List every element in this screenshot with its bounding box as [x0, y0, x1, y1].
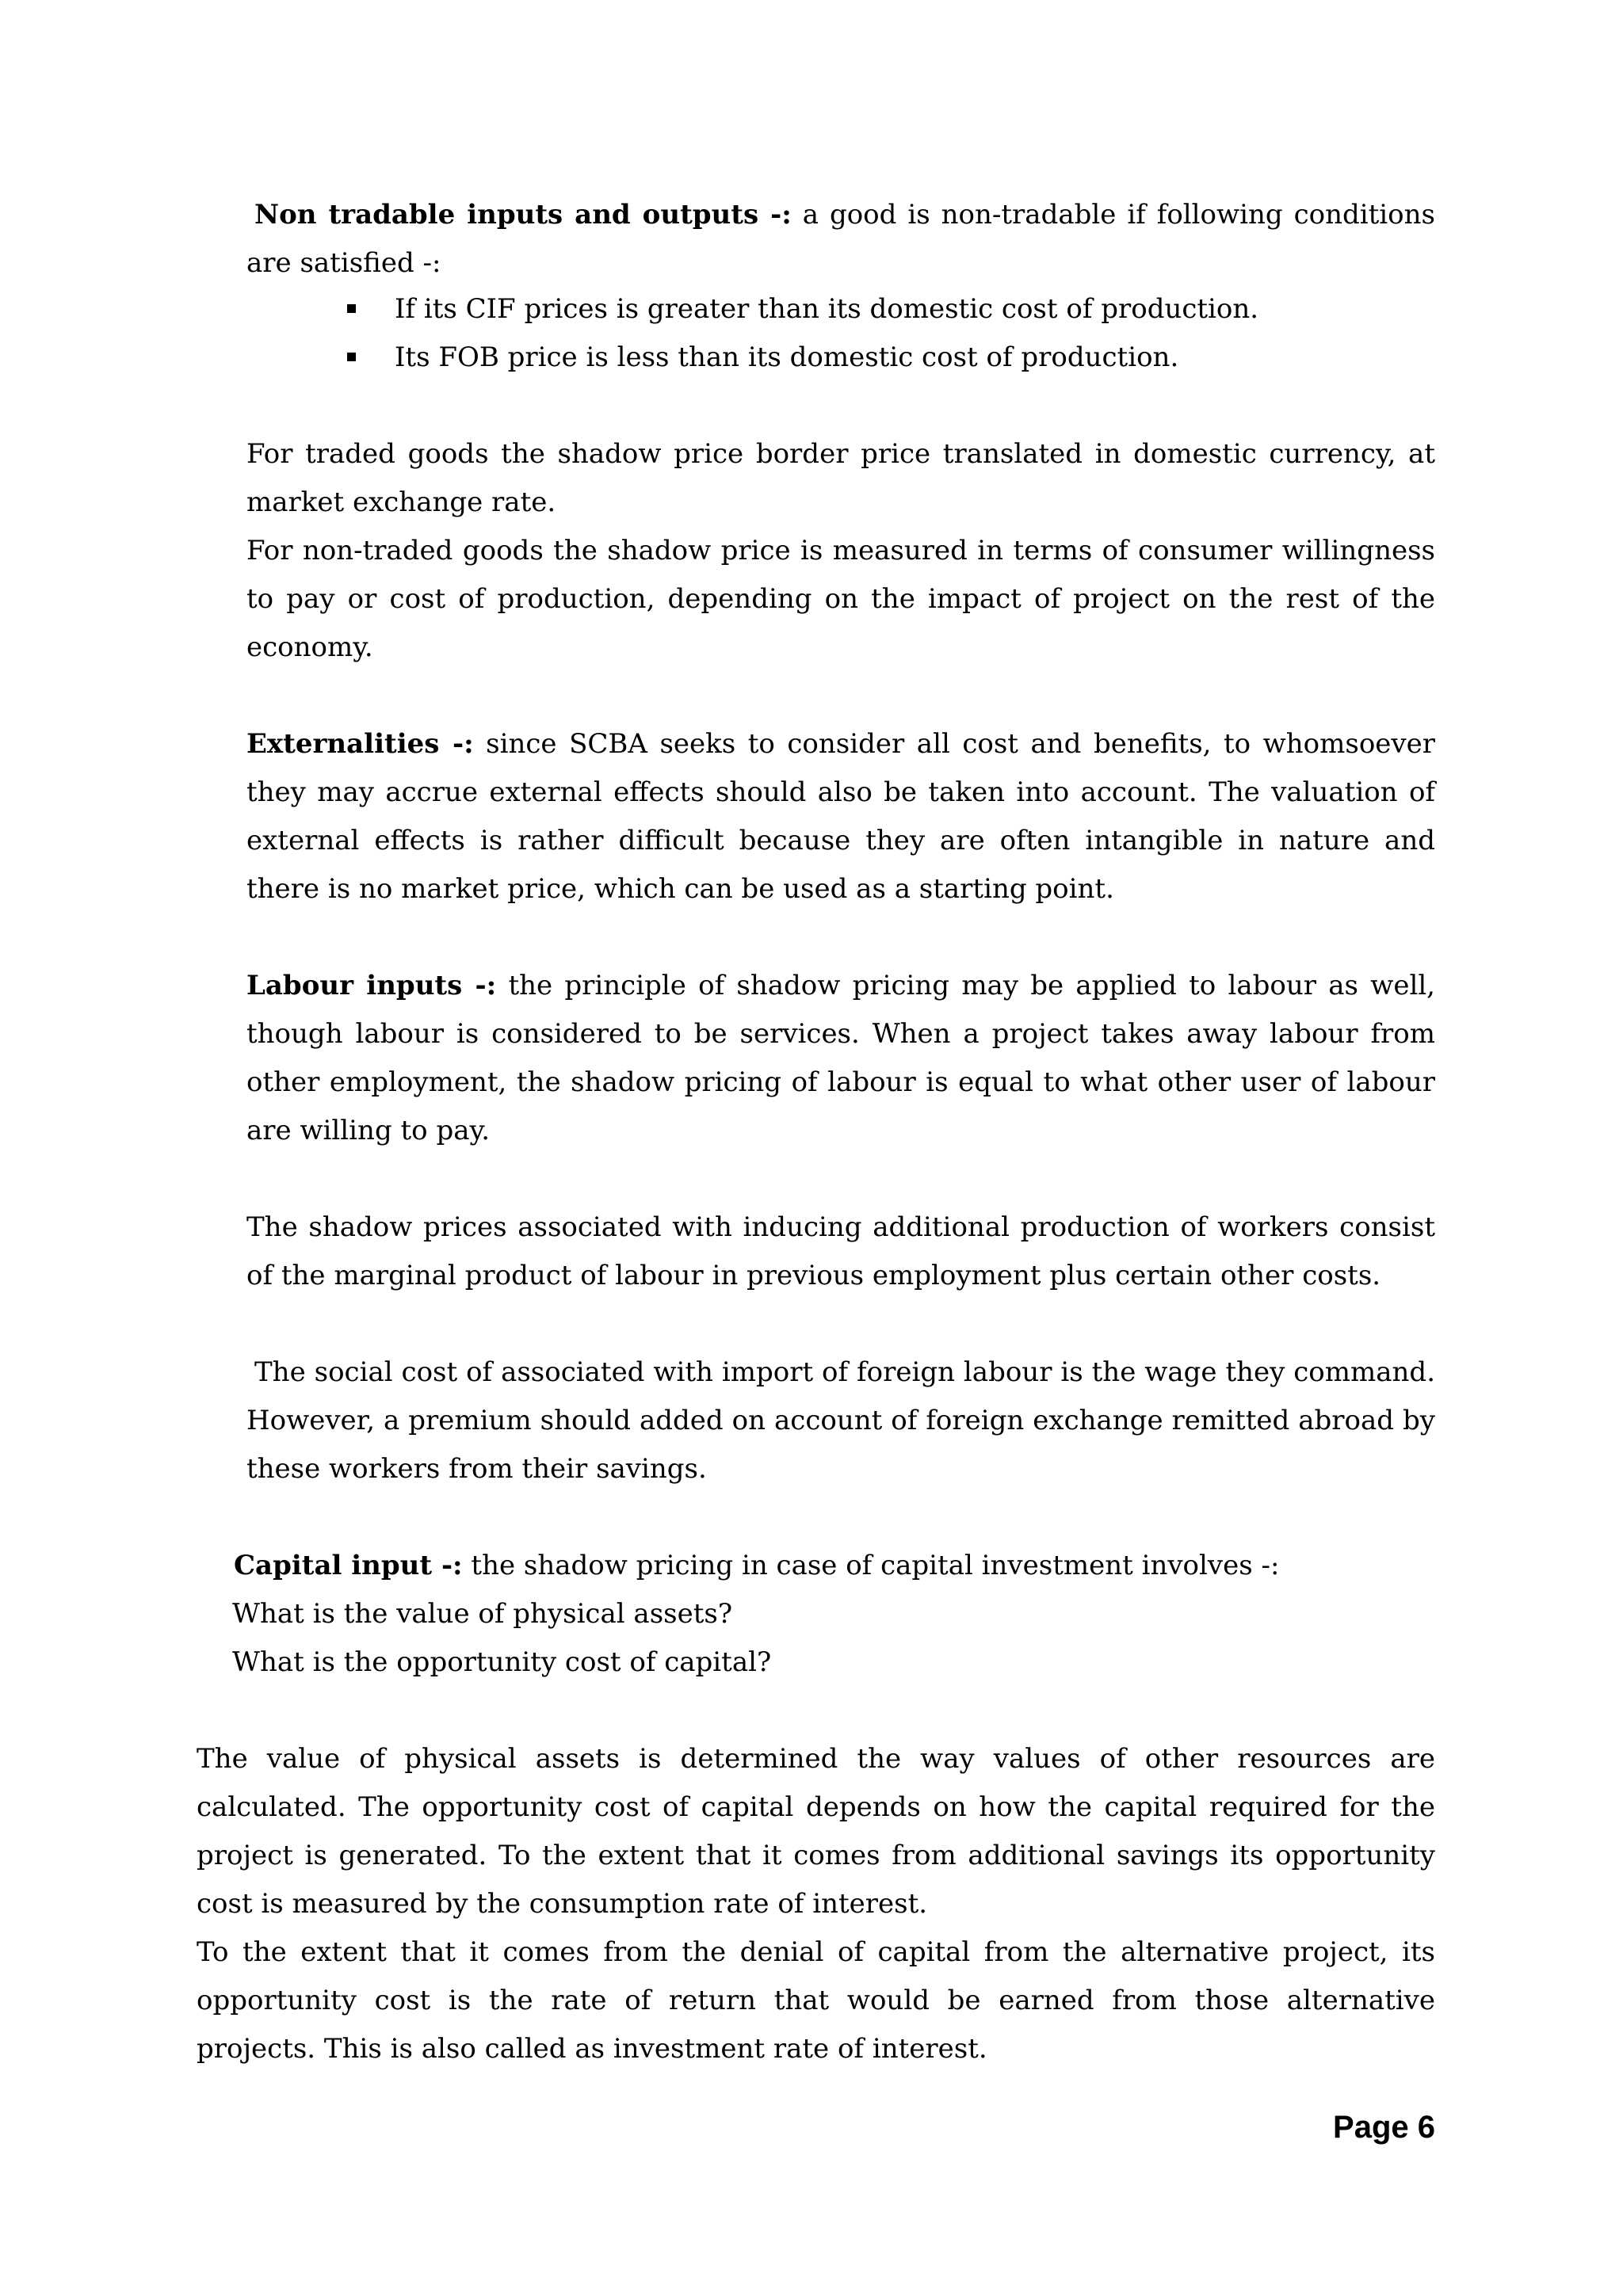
non-tradable-conditions-list — [346, 285, 1376, 382]
list-item — [346, 285, 1376, 334]
list-item — [346, 334, 1376, 382]
shadow-prices-workers-paragraph: The shadow prices associated with inducing additional production of workers consist of the marginal product of labour in previous employment plus certain other costs. — [246, 1211, 1435, 1291]
non-tradable-text: a good is non-tradable if following conditions are satisfied -: — [246, 199, 1435, 279]
square-bullet-icon — [347, 304, 356, 313]
non-tradable-paragraph — [246, 191, 1435, 288]
capital-input-paragraph — [234, 1542, 1279, 1590]
list-item-text: Its FOB price is less than its domestic cost of production. — [395, 341, 1179, 373]
list-item-text: If its CIF prices is greater than its domestic cost of production. — [395, 293, 1259, 325]
capital-input-text: the shadow pricing in case of capital investment involves -: — [462, 1550, 1280, 1581]
foreign-labour-paragraph: The social cost of associated with import of foreign labour is the wage they command. However, a premium should added on account of foreign exchange remitted abroad by these workers from their savings. — [246, 1356, 1435, 1485]
labour-inputs-text: the principle of shadow pricing may be applied to labour as well, though labour is considered to be services. When a project takes away labour from other employment, the shadow pricing of labour is equal to what other user of labour are willing to pay. — [246, 970, 1435, 1146]
externalities-text: since SCBA seeks to consider all cost and benefits, to whomsoever they may accrue external effects should also be taken into account. The valuation of external effects is rather difficult because they are often intangible in nature and there is no market price, which can be used as a starting point. — [246, 728, 1435, 905]
square-bullet-icon — [347, 353, 356, 361]
externalities-heading: Externalities -: — [246, 728, 474, 760]
labour-inputs-heading: Labour inputs -: — [246, 970, 497, 1001]
non-traded-goods-paragraph: For non-traded goods the shadow price is measured in terms of consumer willingness to pay or cost of production, depending on the impact of project on the rest of the economy. — [246, 535, 1435, 663]
capital-input-heading: Capital input -: — [234, 1550, 463, 1581]
labour-inputs-paragraph — [246, 962, 1435, 1155]
externalities-paragraph — [246, 720, 1435, 913]
capital-question-2: What is the opportunity cost of capital? — [232, 1646, 772, 1678]
traded-goods-paragraph: For traded goods the shadow price border price translated in domestic currency, at market exchange rate. — [246, 438, 1435, 518]
page-number: Page 6 — [1333, 2110, 1435, 2145]
physical-assets-paragraph: The value of physical assets is determined the way values of other resources are calculated. The opportunity cost of capital depends on how the capital required for the project is generated. To the extent that it comes from additional savings its opportunity cost is measured by the consumption rate of interest. — [197, 1743, 1435, 1920]
capital-question-1: What is the value of physical assets? — [232, 1598, 733, 1630]
non-tradable-heading: Non tradable inputs and outputs -: — [254, 199, 792, 231]
alternative-project-paragraph: To the extent that it comes from the denial of capital from the alternative project, its opportunity cost is the rate of return that would be earned from those alternative projects. This is also called as investment rate of interest. — [197, 1936, 1435, 2065]
